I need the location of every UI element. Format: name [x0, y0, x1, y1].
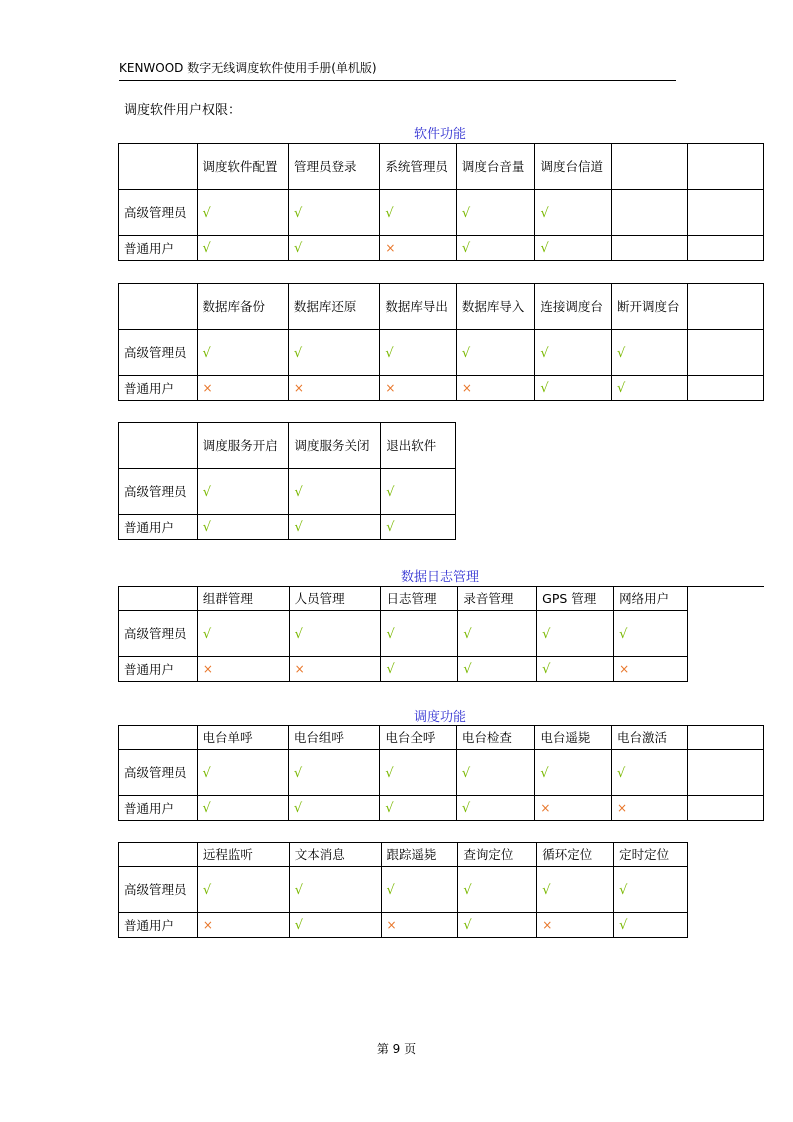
cross-mark-icon: ×: [616, 801, 627, 815]
permission-cell: [611, 330, 688, 376]
check-mark-icon: √: [619, 918, 628, 933]
permission-table: [118, 422, 456, 540]
permission-cell: [456, 376, 535, 401]
table-row-admin: [119, 750, 764, 796]
permission-cell: [535, 330, 612, 376]
check-mark-icon: √: [616, 381, 626, 396]
corner-cell: [119, 144, 198, 190]
column-header: 调度服务关闭: [289, 423, 381, 469]
column-header: 退出软件: [381, 423, 456, 469]
permission-cell: [456, 236, 535, 261]
permission-cell: [456, 796, 535, 821]
permission-cell: [197, 376, 288, 401]
row-label-user: 普通用户: [119, 657, 198, 682]
column-header: 定时定位: [614, 843, 688, 867]
cross-mark-icon: ×: [202, 918, 213, 932]
permission-cell: [458, 611, 537, 657]
permission-cell: [380, 376, 457, 401]
column-header: 数据库备份: [197, 284, 288, 330]
check-mark-icon: √: [294, 918, 303, 933]
row-label-user: 普通用户: [119, 376, 198, 401]
check-mark-icon: √: [386, 520, 395, 535]
permission-table: [118, 586, 688, 682]
permission-cell: [456, 330, 535, 376]
column-header: 连接调度台: [535, 284, 612, 330]
column-header: 断开调度台: [611, 284, 688, 330]
check-mark-icon: √: [293, 801, 303, 816]
check-mark-icon: √: [461, 765, 471, 781]
row-label-admin: 高级管理员: [119, 611, 198, 657]
check-mark-icon: √: [293, 205, 303, 221]
column-header: 文本消息: [289, 843, 381, 867]
table-row-user: [119, 796, 764, 821]
section-title-dispatch: 调度功能: [414, 710, 467, 725]
table-row-admin: [119, 469, 456, 515]
permission-cell: [380, 190, 457, 236]
permission-cell: [381, 515, 456, 540]
permission-table: [118, 143, 764, 261]
permission-cell: [688, 236, 764, 261]
column-header: 数据库还原: [288, 284, 379, 330]
permission-cell: [289, 657, 381, 682]
permission-cell: [381, 657, 458, 682]
row-label-admin: 高级管理员: [119, 867, 198, 913]
permission-cell: [535, 796, 612, 821]
check-mark-icon: √: [293, 345, 303, 361]
permission-cell: [197, 867, 289, 913]
cross-mark-icon: ×: [540, 801, 551, 815]
table-header-row: [119, 144, 764, 190]
corner-cell: [119, 423, 198, 469]
table-header-row: [119, 843, 688, 867]
check-mark-icon: √: [542, 626, 551, 642]
check-mark-icon: √: [461, 345, 471, 361]
permission-cell: [535, 236, 612, 261]
column-header: 日志管理: [381, 587, 458, 611]
check-mark-icon: √: [294, 484, 303, 500]
check-mark-icon: √: [385, 205, 394, 221]
check-mark-icon: √: [202, 241, 211, 256]
permission-cell: [197, 330, 288, 376]
permission-cell: [289, 913, 381, 938]
cross-mark-icon: ×: [294, 662, 305, 676]
check-mark-icon: √: [386, 882, 395, 898]
row-label-admin: 高级管理员: [119, 330, 198, 376]
permission-cell: [381, 611, 458, 657]
check-mark-icon: √: [461, 241, 471, 256]
check-mark-icon: √: [202, 801, 211, 816]
cross-mark-icon: ×: [293, 381, 304, 395]
row-label-admin: 高级管理员: [119, 190, 198, 236]
table-row-admin: [119, 611, 688, 657]
check-mark-icon: √: [463, 882, 472, 898]
check-mark-icon: √: [294, 626, 303, 642]
cross-mark-icon: ×: [461, 381, 472, 395]
table-row-user: [119, 913, 688, 938]
permission-cell: [288, 376, 379, 401]
row-label-admin: 高级管理员: [119, 750, 198, 796]
table-header-row: [119, 726, 764, 750]
section-title-software: 软件功能: [414, 127, 467, 142]
column-header: 录音管理: [458, 587, 537, 611]
check-mark-icon: √: [385, 345, 394, 361]
permission-cell: [197, 190, 288, 236]
column-header: [688, 284, 764, 330]
corner-cell: [119, 587, 198, 611]
column-header: [612, 144, 688, 190]
permission-cell: [289, 469, 381, 515]
table-row-admin: [119, 330, 764, 376]
cross-mark-icon: ×: [202, 662, 213, 676]
column-header: 电台组呼: [288, 726, 379, 750]
column-header: 查询定位: [458, 843, 537, 867]
check-mark-icon: √: [619, 626, 628, 642]
table-row-user: [119, 657, 688, 682]
column-header: 网络用户: [614, 587, 688, 611]
permission-cell: [288, 750, 379, 796]
check-mark-icon: √: [202, 882, 212, 898]
permission-cell: [381, 469, 456, 515]
cross-mark-icon: ×: [385, 381, 396, 395]
check-mark-icon: √: [293, 765, 303, 781]
permission-cell: [380, 750, 457, 796]
permission-cell: [381, 913, 458, 938]
check-mark-icon: √: [386, 484, 395, 500]
permission-cell: [614, 867, 688, 913]
permission-cell: [458, 657, 537, 682]
permission-cell: [197, 515, 289, 540]
corner-cell: [119, 726, 198, 750]
check-mark-icon: √: [540, 205, 549, 221]
permission-cell: [289, 515, 381, 540]
table-row-user: [119, 236, 764, 261]
permission-cell: [456, 750, 535, 796]
permission-cell: [537, 611, 614, 657]
check-mark-icon: √: [463, 626, 472, 642]
cross-mark-icon: ×: [385, 241, 396, 255]
permission-cell: [611, 796, 688, 821]
check-mark-icon: √: [385, 765, 394, 781]
column-header: 管理员登录: [288, 144, 379, 190]
permission-cell: [537, 867, 614, 913]
column-header: [688, 144, 764, 190]
column-header: [688, 726, 764, 750]
permission-cell: [380, 330, 457, 376]
cross-mark-icon: ×: [202, 381, 213, 395]
permission-cell: [458, 867, 537, 913]
check-mark-icon: √: [294, 882, 303, 898]
column-header: 系统管理员: [380, 144, 457, 190]
column-header: 电台全呼: [380, 726, 457, 750]
table-row-user: [119, 515, 456, 540]
permission-cell: [614, 611, 688, 657]
check-mark-icon: √: [540, 241, 549, 256]
permission-cell: [289, 867, 381, 913]
permission-cell: [535, 190, 612, 236]
check-mark-icon: √: [542, 882, 551, 898]
permission-cell: [456, 190, 535, 236]
permission-cell: [688, 376, 764, 401]
check-mark-icon: √: [616, 345, 626, 361]
permission-cell: [537, 913, 614, 938]
table-header-row: [119, 284, 764, 330]
check-mark-icon: √: [616, 765, 626, 781]
check-mark-icon: √: [202, 345, 211, 361]
permission-cell: [197, 611, 289, 657]
permission-cell: [537, 657, 614, 682]
permission-cell: [611, 750, 688, 796]
row-label-admin: 高级管理员: [119, 469, 198, 515]
corner-cell: [119, 843, 198, 867]
check-mark-icon: √: [461, 801, 471, 816]
cross-mark-icon: ×: [619, 662, 630, 676]
table-header-row: [119, 423, 456, 469]
permission-cell: [380, 236, 457, 261]
permission-cell: [381, 867, 458, 913]
check-mark-icon: √: [202, 765, 211, 781]
check-mark-icon: √: [202, 626, 212, 642]
intro-heading: 调度软件用户权限：: [124, 103, 242, 118]
check-mark-icon: √: [294, 520, 303, 535]
column-header: 数据库导入: [456, 284, 535, 330]
table-row-admin: [119, 867, 688, 913]
check-mark-icon: √: [386, 662, 395, 677]
column-header: 调度软件配置: [197, 144, 288, 190]
permission-table: [118, 725, 764, 821]
row-label-user: 普通用户: [119, 913, 198, 938]
column-header: 远程监听: [197, 843, 289, 867]
permission-cell: [535, 750, 612, 796]
section-title-logs: 数据日志管理: [401, 570, 480, 585]
check-mark-icon: √: [542, 662, 551, 677]
check-mark-icon: √: [202, 205, 211, 221]
check-mark-icon: √: [386, 626, 395, 642]
column-header: 组群管理: [197, 587, 289, 611]
column-header: 电台遥毙: [535, 726, 612, 750]
table-row-admin: [119, 190, 764, 236]
check-mark-icon: √: [540, 345, 549, 361]
permission-cell: [288, 796, 379, 821]
row-label-user: 普通用户: [119, 236, 198, 261]
permission-cell: [688, 330, 764, 376]
permission-cell: [380, 796, 457, 821]
column-header: 电台激活: [611, 726, 688, 750]
permission-cell: [612, 236, 688, 261]
check-mark-icon: √: [619, 882, 628, 898]
permission-cell: [289, 611, 381, 657]
column-header: 电台单呼: [197, 726, 288, 750]
permission-cell: [688, 796, 764, 821]
check-mark-icon: √: [463, 918, 472, 933]
permission-cell: [288, 190, 379, 236]
permission-cell: [458, 913, 537, 938]
table-row-user: [119, 376, 764, 401]
permission-cell: [535, 376, 612, 401]
check-mark-icon: √: [540, 381, 549, 396]
permission-cell: [614, 657, 688, 682]
table-header-row: [119, 587, 688, 611]
check-mark-icon: √: [202, 520, 212, 535]
permission-cell: [197, 236, 288, 261]
permission-cell: [288, 236, 379, 261]
check-mark-icon: √: [385, 801, 394, 816]
permission-cell: [197, 657, 289, 682]
page-header: KENWOOD 数字无线调度软件使用手册(单机版): [119, 58, 676, 81]
cross-mark-icon: ×: [542, 918, 553, 932]
row-label-user: 普通用户: [119, 796, 198, 821]
permission-table: [118, 283, 764, 401]
permission-cell: [197, 796, 288, 821]
permission-cell: [614, 913, 688, 938]
permission-cell: [612, 190, 688, 236]
permission-cell: [197, 750, 288, 796]
page-number: 第 9 页: [376, 1042, 417, 1056]
permission-cell: [197, 913, 289, 938]
permission-cell: [611, 376, 688, 401]
column-header: 电台检查: [456, 726, 535, 750]
check-mark-icon: √: [461, 205, 471, 221]
permission-cell: [288, 330, 379, 376]
permission-cell: [688, 190, 764, 236]
column-header: 跟踪遥毙: [381, 843, 458, 867]
column-header: 调度台音量: [456, 144, 535, 190]
check-mark-icon: √: [293, 241, 303, 256]
column-header: 人员管理: [289, 587, 381, 611]
column-header: GPS 管理: [537, 587, 614, 611]
check-mark-icon: √: [463, 662, 472, 677]
corner-cell: [119, 284, 198, 330]
check-mark-icon: √: [202, 484, 212, 500]
column-header: 调度服务开启: [197, 423, 289, 469]
permission-table: [118, 842, 688, 938]
column-header: 调度台信道: [535, 144, 612, 190]
cross-mark-icon: ×: [386, 918, 397, 932]
check-mark-icon: √: [540, 765, 549, 781]
permission-cell: [688, 750, 764, 796]
column-header: 数据库导出: [380, 284, 457, 330]
permission-cell: [197, 469, 289, 515]
row-label-user: 普通用户: [119, 515, 198, 540]
column-header: 循环定位: [537, 843, 614, 867]
